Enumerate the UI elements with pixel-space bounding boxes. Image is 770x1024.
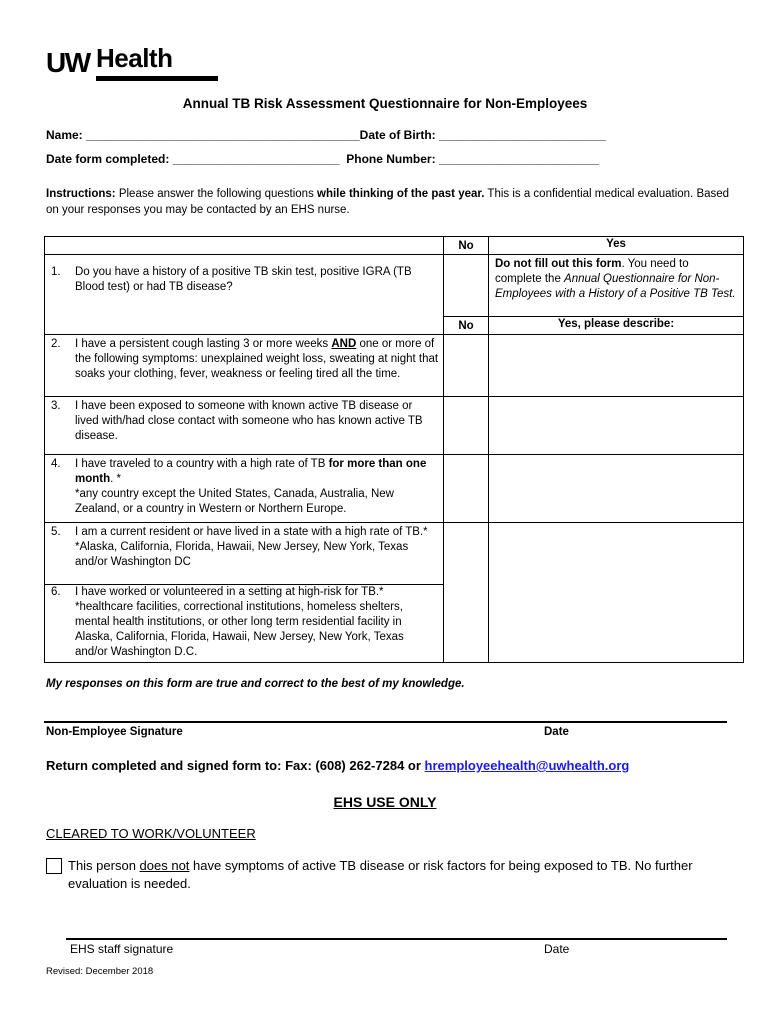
q2-yes-box[interactable]	[489, 335, 744, 397]
q6-note: *healthcare facilities, correctional institutions, homeless shelters, mental health institutions, or other long term residential facility in Alaska, California, Florida, Hawaii, New Jersey, New York, Texas and/or Washington D.C.	[75, 601, 404, 658]
q3-number: 3.	[51, 400, 61, 412]
header-blank	[45, 237, 444, 255]
signature-date-label: Date	[544, 726, 569, 738]
logo-health: Health	[96, 43, 173, 73]
question-4	[45, 455, 444, 523]
cleared-statement	[68, 857, 708, 893]
q1-yes-italic: Annual Questionnaire for Non-Employees with a History of a Positive TB Test.	[495, 273, 736, 300]
instructions	[46, 186, 736, 218]
q1-yes-text: . You need to complete the	[495, 258, 689, 285]
q5-6-yes-box[interactable]	[489, 523, 744, 663]
question-1	[45, 255, 444, 335]
email-link[interactable]: hremployeehealth@uwhealth.org	[424, 758, 630, 773]
q5-text-main: I am a current resident or have lived in a state with a high rate of TB.*	[75, 526, 428, 538]
signature-label: Non-Employee Signature	[46, 726, 183, 738]
logo-underline	[96, 76, 218, 81]
question-6	[45, 585, 444, 663]
revised-date: Revised: December 2018	[46, 966, 154, 977]
name-row[interactable]	[46, 128, 606, 142]
instructions-bold: while thinking of the past year.	[317, 188, 485, 200]
q5-note: *Alaska, California, Florida, Hawaii, New Jersey, New York, Texas and/or Washington DC	[75, 541, 409, 568]
signature-line[interactable]	[44, 721, 727, 723]
date-phone-row[interactable]	[46, 152, 599, 166]
q4-no-box[interactable]	[444, 455, 489, 523]
ehs-date-label: Date	[544, 942, 570, 956]
attestation: My responses on this form are true and correct to the best of my knowledge.	[46, 678, 465, 690]
q2-no-box[interactable]	[444, 335, 489, 397]
header-no: No	[444, 237, 489, 255]
q2-text-post: one or more of the following symptoms: unexplained weight loss, sweating at night that soaks your clothing, fever, weakness or feeling tired all the time.	[75, 338, 439, 380]
q6-text	[75, 585, 439, 660]
ehs-signature-line[interactable]	[66, 938, 727, 940]
q6-number: 6.	[51, 586, 61, 598]
questionnaire-table	[44, 236, 744, 663]
header-yes: Yes	[489, 237, 744, 255]
q4-bold: for more than one month	[75, 458, 427, 485]
return-instructions	[46, 758, 629, 773]
q4-note: *any country except the United States, Canada, Australia, New Zealand, or a country in Western or Northern Europe.	[75, 488, 394, 515]
return-text: Return completed and signed form to: Fax: (608) 262-7284 or	[46, 758, 425, 773]
q3-no-box[interactable]	[444, 397, 489, 455]
q4-text-post: . *	[110, 473, 122, 485]
q2-text	[75, 337, 439, 382]
cleared-text-pre: This person	[68, 858, 140, 873]
cleared-does-not: does not	[139, 858, 190, 873]
ehs-heading: EHS USE ONLY	[333, 794, 437, 810]
q2-number: 2.	[51, 338, 61, 350]
q2-text-pre: I have a persistent cough lasting 3 or more weeks	[75, 338, 332, 350]
q1-text: Do you have a history of a positive TB skin test, positive IGRA (TB Blood test) or had TB disease?	[75, 266, 412, 293]
name-field[interactable]: _________________________________________	[86, 128, 360, 142]
q2-and: AND	[331, 338, 357, 350]
dob-field[interactable]: _________________________	[439, 128, 606, 142]
q1-number: 1.	[51, 266, 61, 278]
q3-yes-box[interactable]	[489, 397, 744, 455]
q5-text	[75, 525, 439, 570]
ehs-signature-label: EHS staff signature	[70, 942, 174, 956]
q6-text-main: I have worked or volunteered in a setting at high-risk for TB.*	[75, 586, 384, 598]
date-completed-label: Date form completed:	[46, 152, 170, 166]
instructions-text-1: Please answer the following questions	[115, 188, 318, 200]
name-label: Name:	[46, 128, 83, 142]
q4-number: 4.	[51, 458, 61, 470]
subheader-yes: Yes, please describe:	[489, 317, 744, 335]
q5-6-no-box[interactable]	[444, 523, 489, 663]
q1-yes-bold: Do not fill out this form	[495, 258, 622, 270]
q5-number: 5.	[51, 526, 61, 538]
cleared-heading: CLEARED TO WORK/VOLUNTEER	[46, 826, 256, 841]
uwhealth-logo	[46, 44, 221, 84]
date-completed-field[interactable]: _________________________	[172, 152, 340, 166]
q4-text	[75, 457, 439, 517]
q1-no-box[interactable]	[444, 255, 489, 317]
form-title: Annual TB Risk Assessment Questionnaire for Non-Employees	[182, 96, 588, 111]
instructions-text-2: This is a confidential medical evaluation. Based on your responses you may be contacted by an EHS nurse.	[46, 188, 730, 216]
question-3	[45, 397, 444, 455]
q3-text: I have been exposed to someone with known active TB disease or lived with/had close contact with someone who has known active TB disease.	[75, 400, 423, 442]
phone-label: Phone Number:	[346, 152, 436, 166]
question-2	[45, 335, 444, 397]
question-5	[45, 523, 444, 585]
logo-uw: UW	[46, 47, 90, 78]
instructions-lead: Instructions:	[46, 188, 116, 200]
phone-field[interactable]: ________________________	[438, 152, 600, 166]
q4-text-pre: I have traveled to a country with a high rate of TB	[75, 458, 329, 470]
cleared-text-post: have symptoms of active TB disease or risk factors for being exposed to TB. No further evaluation is needed.	[68, 858, 693, 891]
q4-yes-box[interactable]	[489, 455, 744, 523]
dob-label: Date of Birth:	[359, 128, 436, 142]
q1-yes-cell	[489, 255, 744, 317]
cleared-checkbox[interactable]	[46, 858, 62, 874]
subheader-no: No	[444, 317, 489, 335]
